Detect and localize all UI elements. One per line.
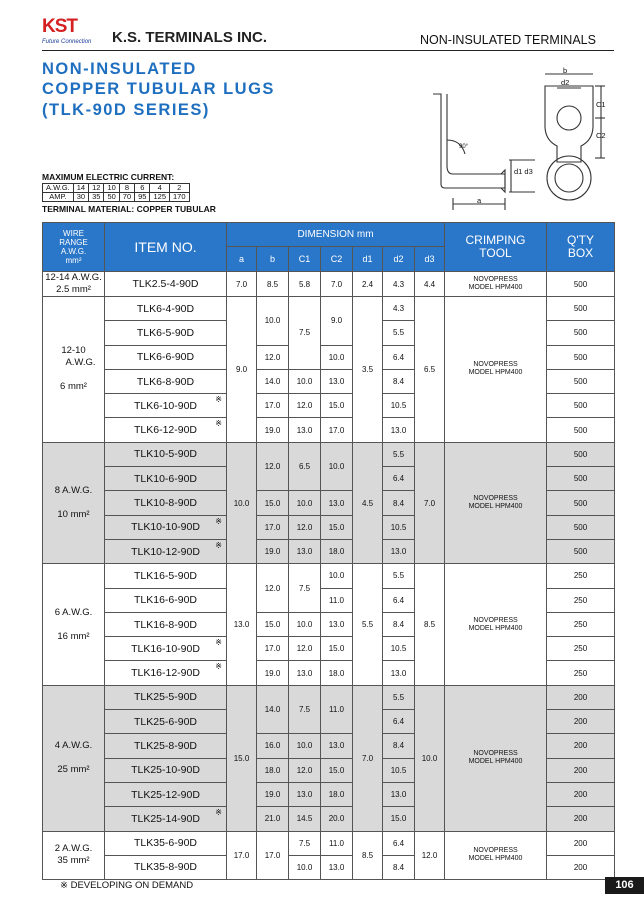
dim-c1-cell: 10.0 xyxy=(289,491,321,515)
dim-b-cell: 8.5 xyxy=(257,272,289,297)
table-row xyxy=(43,685,615,709)
dim-c2-cell: 13.0 xyxy=(321,612,353,636)
tool-cell: NOVOPRESS MODEL HPM400 xyxy=(445,831,547,880)
dim-c2-cell: 10.0 xyxy=(321,345,353,369)
item-cell: TLK16-5-90D xyxy=(105,564,227,588)
qty-cell: 250 xyxy=(547,661,615,685)
logo-text: KST xyxy=(42,16,77,37)
awg-value: 14 xyxy=(73,184,88,193)
table-row xyxy=(43,831,615,855)
qty-cell: 250 xyxy=(547,612,615,636)
dim-d1-cell: 5.5 xyxy=(353,564,383,685)
dim-c2-cell: 18.0 xyxy=(321,782,353,806)
dim-a-cell: 13.0 xyxy=(227,564,257,685)
dim-d1-cell: 7.0 xyxy=(353,685,383,831)
qty-cell: 200 xyxy=(547,758,615,782)
dim-c1-cell: 12.0 xyxy=(289,394,321,418)
item-cell: TLK16-12-90D ※ xyxy=(105,661,227,685)
awg-label: A.W.G. xyxy=(43,184,74,193)
dim-b-cell: 19.0 xyxy=(257,782,289,806)
dim-b-cell: 19.0 xyxy=(257,539,289,563)
dim-c2-cell: 11.0 xyxy=(321,588,353,612)
wire-range-cell: 8 A.W.G. 10 mm² xyxy=(43,442,105,563)
dim-b-cell: 18.0 xyxy=(257,758,289,782)
label-a: a xyxy=(477,196,482,205)
qty-cell: 500 xyxy=(547,297,615,321)
header-item-no: ITEM NO. xyxy=(105,223,227,272)
lug-drawing xyxy=(425,66,615,216)
amp-value: 125 xyxy=(150,193,170,202)
awg-value: 8 xyxy=(119,184,134,193)
title-line-1: NON-INSULATED xyxy=(42,60,197,78)
label-c1: C1 xyxy=(596,100,606,109)
category-label: NON-INSULATED TERMINALS xyxy=(420,33,596,47)
item-cell: TLK6-5-90D xyxy=(105,321,227,345)
awg-value: 4 xyxy=(150,184,170,193)
dim-c1-cell: 13.0 xyxy=(289,539,321,563)
lug-barrel xyxy=(453,170,505,192)
item-cell: TLK16-10-90D ※ xyxy=(105,637,227,661)
amp-value: 170 xyxy=(170,193,190,202)
qty-cell: 200 xyxy=(547,855,615,879)
logo-tagline: Future Connection xyxy=(42,39,92,45)
dim-c2-cell: 20.0 xyxy=(321,807,353,831)
header-dim-b: b xyxy=(257,247,289,272)
dim-d2-cell: 5.5 xyxy=(383,442,415,466)
header-dim-d2: d2 xyxy=(383,247,415,272)
amp-label: AMP. xyxy=(43,193,74,202)
item-cell: TLK35-8-90D xyxy=(105,855,227,879)
qty-cell: 200 xyxy=(547,685,615,709)
dim-b-cell: 14.0 xyxy=(257,369,289,393)
item-cell: TLK10-12-90D ※ xyxy=(105,539,227,563)
table-row xyxy=(43,272,615,297)
wire-range-cell: 12-10 A.W.G. 6 mm² xyxy=(43,297,105,443)
page-number: 106 xyxy=(605,877,644,894)
dim-c2-cell: 18.0 xyxy=(321,661,353,685)
header-wire-range: WIRE RANGE A.W.G. mm² xyxy=(43,223,105,272)
qty-cell: 200 xyxy=(547,831,615,855)
awg-value: 2 xyxy=(170,184,190,193)
qty-cell: 200 xyxy=(547,710,615,734)
qty-cell: 500 xyxy=(547,491,615,515)
current-title: MAXIMUM ELECTRIC CURRENT: xyxy=(42,172,175,182)
tool-cell: NOVOPRESS MODEL HPM400 xyxy=(445,564,547,685)
item-cell: TLK16-6-90D xyxy=(105,588,227,612)
title-line-3: (TLK-90D SERIES) xyxy=(42,101,210,119)
header-dim-a: a xyxy=(227,247,257,272)
dim-c2-cell: 13.0 xyxy=(321,369,353,393)
item-cell: TLK16-8-90D xyxy=(105,612,227,636)
qty-cell: 500 xyxy=(547,321,615,345)
dim-d2-cell: 6.4 xyxy=(383,588,415,612)
dim-b-cell: 15.0 xyxy=(257,491,289,515)
stud-hole xyxy=(557,106,581,130)
dim-c2-cell: 11.0 xyxy=(321,685,353,734)
header-crimping-tool: CRIMPING TOOL xyxy=(445,223,547,272)
current-table xyxy=(42,183,190,202)
tool-cell: NOVOPRESS MODEL HPM400 xyxy=(445,272,547,297)
qty-cell: 500 xyxy=(547,394,615,418)
dim-c2-cell: 13.0 xyxy=(321,855,353,879)
dim-c1-cell: 14.5 xyxy=(289,807,321,831)
item-cell: TLK6-6-90D xyxy=(105,345,227,369)
tool-cell: NOVOPRESS MODEL HPM400 xyxy=(445,297,547,443)
item-cell: TLK25-6-90D xyxy=(105,710,227,734)
qty-cell: 500 xyxy=(547,539,615,563)
qty-cell: 500 xyxy=(547,467,615,491)
dim-d2-cell: 8.4 xyxy=(383,612,415,636)
dim-d2-cell: 13.0 xyxy=(383,539,415,563)
dim-c1-cell: 10.0 xyxy=(289,855,321,879)
dim-d2-cell: 13.0 xyxy=(383,418,415,442)
dim-c1-cell: 7.5 xyxy=(289,297,321,370)
dim-d2-cell: 10.5 xyxy=(383,637,415,661)
dim-d2-cell: 5.5 xyxy=(383,564,415,588)
dim-b-cell: 15.0 xyxy=(257,612,289,636)
dim-d2-cell: 8.4 xyxy=(383,491,415,515)
label-angle: 90° xyxy=(459,144,469,150)
dim-c2-cell: 15.0 xyxy=(321,637,353,661)
dim-b-cell: 10.0 xyxy=(257,297,289,346)
item-cell: TLK25-5-90D xyxy=(105,685,227,709)
dim-d2-cell: 8.4 xyxy=(383,855,415,879)
dim-d2-cell: 6.4 xyxy=(383,831,415,855)
label-d1d3: d1 d3 xyxy=(514,167,533,176)
item-cell: TLK25-8-90D xyxy=(105,734,227,758)
qty-cell: 250 xyxy=(547,637,615,661)
dim-c1-cell: 12.0 xyxy=(289,758,321,782)
table-row xyxy=(43,297,615,321)
item-cell: TLK10-8-90D xyxy=(105,491,227,515)
qty-cell: 250 xyxy=(547,588,615,612)
header-dim-c2: C2 xyxy=(321,247,353,272)
lug-spec-table xyxy=(42,222,615,880)
dim-d2-cell: 6.4 xyxy=(383,345,415,369)
wire-range-cell: 6 A.W.G. 16 mm² xyxy=(43,564,105,685)
header-dim-d3: d3 xyxy=(415,247,445,272)
dim-d2-cell: 4.3 xyxy=(383,297,415,321)
dim-c2-cell: 10.0 xyxy=(321,564,353,588)
dim-d2-cell: 10.5 xyxy=(383,515,415,539)
qty-cell: 200 xyxy=(547,734,615,758)
qty-cell: 500 xyxy=(547,345,615,369)
dim-d3-cell: 7.0 xyxy=(415,442,445,563)
dim-b-cell: 12.0 xyxy=(257,345,289,369)
qty-cell: 200 xyxy=(547,782,615,806)
dim-d3-cell: 4.4 xyxy=(415,272,445,297)
dim-c2-cell: 15.0 xyxy=(321,515,353,539)
dim-d2-cell: 10.5 xyxy=(383,394,415,418)
amp-value: 35 xyxy=(89,193,104,202)
item-cell: TLK6-8-90D xyxy=(105,369,227,393)
dim-c2-cell: 13.0 xyxy=(321,734,353,758)
header-dim-c1: C1 xyxy=(289,247,321,272)
qty-cell: 200 xyxy=(547,807,615,831)
amp-value: 95 xyxy=(135,193,150,202)
dim-d3-cell: 10.0 xyxy=(415,685,445,831)
dim-c2-cell: 7.0 xyxy=(321,272,353,297)
dim-c2-cell: 11.0 xyxy=(321,831,353,855)
tool-cell: NOVOPRESS MODEL HPM400 xyxy=(445,442,547,563)
dim-d1-cell: 2.4 xyxy=(353,272,383,297)
dim-c2-cell: 17.0 xyxy=(321,418,353,442)
dim-c1-cell: 13.0 xyxy=(289,661,321,685)
dim-d1-cell: 3.5 xyxy=(353,297,383,443)
dim-c1-cell: 10.0 xyxy=(289,612,321,636)
dim-c1-cell: 10.0 xyxy=(289,734,321,758)
label-c2: C2 xyxy=(596,131,606,140)
dim-d2-cell: 4.3 xyxy=(383,272,415,297)
dim-c1-cell: 5.8 xyxy=(289,272,321,297)
dim-c1-cell: 13.0 xyxy=(289,418,321,442)
dim-d2-cell: 5.5 xyxy=(383,321,415,345)
dim-c1-cell: 12.0 xyxy=(289,637,321,661)
barrel-end xyxy=(547,156,591,200)
dim-c1-cell: 6.5 xyxy=(289,442,321,491)
table-row xyxy=(43,564,615,588)
item-cell: TLK6-10-90D ※ xyxy=(105,394,227,418)
dim-c2-cell: 18.0 xyxy=(321,539,353,563)
awg-value: 6 xyxy=(135,184,150,193)
dim-c2-cell: 15.0 xyxy=(321,394,353,418)
dim-c1-cell: 7.5 xyxy=(289,685,321,734)
dim-b-cell: 21.0 xyxy=(257,807,289,831)
dim-b-cell: 14.0 xyxy=(257,685,289,734)
dim-c1-cell: 13.0 xyxy=(289,782,321,806)
dim-d2-cell: 15.0 xyxy=(383,807,415,831)
dim-d2-cell: 13.0 xyxy=(383,782,415,806)
dim-b-cell: 17.0 xyxy=(257,831,289,880)
dim-d2-cell: 8.4 xyxy=(383,369,415,393)
dim-a-cell: 10.0 xyxy=(227,442,257,563)
dim-c1-cell: 7.5 xyxy=(289,831,321,855)
dim-d2-cell: 8.4 xyxy=(383,734,415,758)
header-dimension: DIMENSION mm xyxy=(227,223,445,247)
dim-b-cell: 19.0 xyxy=(257,661,289,685)
qty-cell: 500 xyxy=(547,418,615,442)
item-cell: TLK35-6-90D xyxy=(105,831,227,855)
label-d2: d2 xyxy=(561,78,570,87)
terminal-material: TERMINAL MATERIAL: COPPER TUBULAR xyxy=(42,204,216,214)
awg-value: 12 xyxy=(89,184,104,193)
dim-d1-cell: 8.5 xyxy=(353,831,383,880)
wire-range-cell: 12-14 A.W.G. 2.5 mm² xyxy=(43,272,105,297)
dim-b-cell: 19.0 xyxy=(257,418,289,442)
qty-cell: 500 xyxy=(547,515,615,539)
spec-block xyxy=(42,172,216,214)
item-cell: TLK25-12-90D xyxy=(105,782,227,806)
dim-c1-cell: 7.5 xyxy=(289,564,321,613)
footnote: ※ DEVELOPING ON DEMAND xyxy=(60,880,194,891)
item-cell: TLK10-5-90D xyxy=(105,442,227,466)
dim-d3-cell: 12.0 xyxy=(415,831,445,880)
dim-c2-cell: 13.0 xyxy=(321,491,353,515)
dim-b-cell: 12.0 xyxy=(257,442,289,491)
wire-range-cell: 2 A.W.G. 35 mm² xyxy=(43,831,105,880)
dim-a-cell: 9.0 xyxy=(227,297,257,443)
dim-b-cell: 12.0 xyxy=(257,564,289,613)
dim-c2-cell: 9.0 xyxy=(321,297,353,346)
title-line-2: COPPER TUBULAR LUGS xyxy=(42,80,275,98)
dim-d3-cell: 8.5 xyxy=(415,564,445,685)
dim-d2-cell: 13.0 xyxy=(383,661,415,685)
company-name: K.S. TERMINALS INC. xyxy=(112,29,268,46)
qty-cell: 250 xyxy=(547,564,615,588)
dim-d2-cell: 5.5 xyxy=(383,685,415,709)
dim-b-cell: 17.0 xyxy=(257,637,289,661)
header-rule xyxy=(42,50,614,51)
dim-c1-cell: 10.0 xyxy=(289,369,321,393)
lug-front-outline xyxy=(545,86,593,162)
table-row xyxy=(43,442,615,466)
dim-b-cell: 17.0 xyxy=(257,394,289,418)
wire-range-cell: 4 A.W.G. 25 mm² xyxy=(43,685,105,831)
dim-d1-cell: 4.5 xyxy=(353,442,383,563)
item-cell: TLK6-12-90D ※ xyxy=(105,418,227,442)
dim-b-cell: 17.0 xyxy=(257,515,289,539)
amp-value: 70 xyxy=(119,193,134,202)
item-cell: TLK25-14-90D ※ xyxy=(105,807,227,831)
dim-c2-cell: 10.0 xyxy=(321,442,353,491)
item-cell: TLK2.5-4-90D xyxy=(105,272,227,297)
amp-value: 50 xyxy=(104,193,119,202)
header-qty: Q'TY BOX xyxy=(547,223,615,272)
dim-d2-cell: 6.4 xyxy=(383,467,415,491)
item-cell: TLK10-6-90D xyxy=(105,467,227,491)
dim-a-cell: 15.0 xyxy=(227,685,257,831)
qty-cell: 500 xyxy=(547,272,615,297)
dim-a-cell: 7.0 xyxy=(227,272,257,297)
qty-cell: 500 xyxy=(547,369,615,393)
dim-b-cell: 16.0 xyxy=(257,734,289,758)
dim-d2-cell: 6.4 xyxy=(383,710,415,734)
item-cell: TLK25-10-90D xyxy=(105,758,227,782)
item-cell: TLK10-10-90D ※ xyxy=(105,515,227,539)
dim-d2-cell: 10.5 xyxy=(383,758,415,782)
item-cell: TLK6-4-90D xyxy=(105,297,227,321)
label-b: b xyxy=(563,66,568,75)
tool-cell: NOVOPRESS MODEL HPM400 xyxy=(445,685,547,831)
dim-c1-cell: 12.0 xyxy=(289,515,321,539)
amp-value: 30 xyxy=(73,193,88,202)
awg-value: 10 xyxy=(104,184,119,193)
dim-c2-cell: 15.0 xyxy=(321,758,353,782)
dim-a-cell: 17.0 xyxy=(227,831,257,880)
qty-cell: 500 xyxy=(547,442,615,466)
header-dim-d1: d1 xyxy=(353,247,383,272)
dim-d3-cell: 6.5 xyxy=(415,297,445,443)
